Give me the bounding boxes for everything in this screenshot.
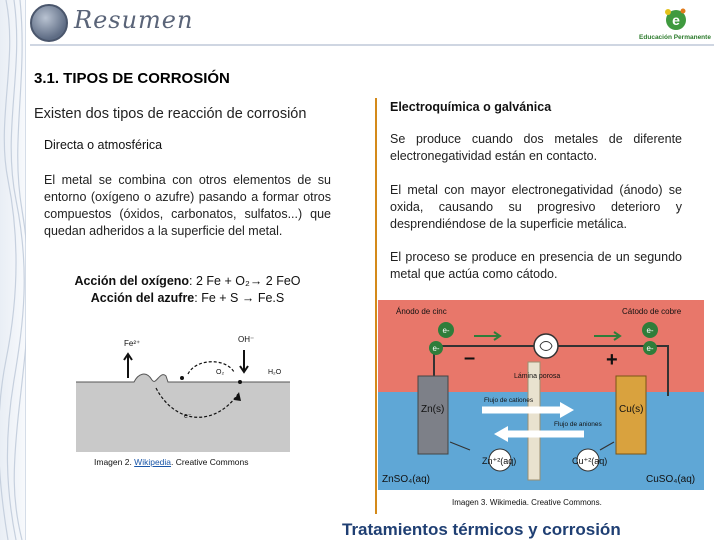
anode-minus-sign: – bbox=[464, 347, 476, 369]
sulfur-reaction bbox=[44, 290, 331, 307]
logo-text: Educación Permanente bbox=[639, 34, 711, 41]
electron-label: e⁻ bbox=[184, 413, 192, 420]
galvanic-paragraph-1: Se produce cuando dos metales de diferente electronegatividad están en contacto. bbox=[390, 132, 682, 163]
reaction-equations bbox=[44, 273, 331, 307]
copper-ion-label: Cu⁺²(aq) bbox=[572, 456, 608, 466]
zinc-electrode-label: Zn(s) bbox=[421, 404, 445, 415]
direct-corrosion-heading: Directa o atmosférica bbox=[44, 138, 163, 152]
cathode-label: Cátodo de cobre bbox=[622, 307, 682, 316]
electron-label-1: e- bbox=[442, 326, 450, 335]
cathode-plus-sign: + bbox=[606, 349, 618, 371]
direct-corrosion-body: El metal se combina con otros elementos de su entorno (oxígeno o azufre) pasando a formar otros compuestos (óxidos, carbonatos, sulfatos...) que quedan adheridos a la superficie del metal. bbox=[44, 173, 331, 238]
sulfur-label: Acción del azufre bbox=[90, 291, 195, 305]
oxygen-reaction bbox=[44, 273, 331, 290]
galvanic-paragraph-2: El metal con mayor electronegatividad (ánodo) se oxida, causando su progresivo deterioro y desprendiéndose de la superficie metálica. bbox=[390, 183, 682, 231]
electron-label-2: e- bbox=[432, 344, 440, 353]
svg-text:e: e bbox=[672, 12, 680, 28]
water-label: H₂O bbox=[268, 369, 282, 376]
atmospheric-corrosion-figure bbox=[76, 330, 290, 452]
oxygen-label-fig: O₂ bbox=[216, 369, 225, 376]
wikipedia-link[interactable]: Wikipedia bbox=[134, 457, 172, 467]
figure-3-caption bbox=[452, 498, 602, 507]
wikimedia-link[interactable]: Wikimedia bbox=[489, 498, 527, 507]
electron-label-4: e- bbox=[646, 344, 654, 353]
sulfur-equation: : Fe + S → Fe.S bbox=[194, 291, 285, 305]
galvanic-cell-figure bbox=[378, 300, 704, 490]
caption-3-prefix: Imagen 3. bbox=[452, 498, 490, 507]
education-logo bbox=[636, 4, 714, 46]
section-title: 3.1. TIPOS DE CORROSIÓN bbox=[34, 70, 230, 87]
hydroxide-label: OH⁻ bbox=[238, 335, 255, 344]
electron-label-3: e- bbox=[646, 326, 654, 335]
figure-2-caption bbox=[94, 457, 249, 467]
cation-flow-label: Flujo de cationes bbox=[484, 397, 534, 404]
left-decoration bbox=[0, 0, 26, 540]
header-logo-icon bbox=[30, 4, 68, 42]
galvanic-paragraph-3: El proceso se produce en presencia de un segundo metal que actúa como cátodo. bbox=[390, 250, 682, 281]
header-divider bbox=[30, 44, 714, 46]
anion-flow-label: Flujo de aniones bbox=[554, 421, 602, 428]
zinc-ion-label: Zn⁺²(aq) bbox=[482, 456, 517, 466]
column-divider bbox=[375, 98, 377, 514]
caption-2-suffix: . Creative Commons bbox=[171, 457, 249, 467]
oxygen-label: Acción del oxígeno bbox=[74, 274, 190, 288]
header-title: Resumen bbox=[74, 6, 194, 34]
zinc-sulfate-label: ZnSO₄(aq) bbox=[382, 474, 430, 485]
galvanic-corrosion-heading: Electroquímica o galvánica bbox=[390, 100, 552, 114]
caption-2-prefix: Imagen 2. bbox=[94, 457, 135, 467]
anode-label: Ánodo de cinc bbox=[396, 307, 447, 316]
membrane-label: Lámina porosa bbox=[514, 373, 561, 380]
footer-title: Tratamientos térmicos y corrosión bbox=[342, 520, 621, 539]
intro-text: Existen dos tipos de reacción de corrosión bbox=[34, 106, 307, 122]
copper-electrode-label: Cu(s) bbox=[619, 404, 644, 415]
fe-ion-label: Fe²⁺ bbox=[124, 339, 141, 348]
caption-3-suffix: . Creative Commons. bbox=[526, 498, 602, 507]
oxygen-equation: : 2 Fe + O₂→ 2 FeO bbox=[189, 274, 301, 288]
copper-sulfate-label: CuSO₄(aq) bbox=[646, 474, 696, 485]
